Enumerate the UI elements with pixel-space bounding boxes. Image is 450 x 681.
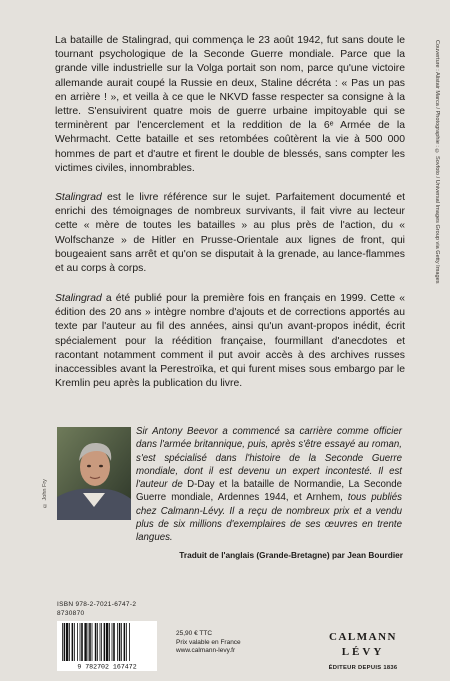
barcode-bars <box>62 623 130 661</box>
publisher-name-1: CALMANN <box>329 631 397 643</box>
paragraph-2-text: est le livre référence sur le sujet. Parfaitement documenté et enrichi des témoignages de nombreux survivants, il fait vivre au lecteur cette « mère de toutes les batailles » au plus près de l'action, du « Wolfschanze » de Hitler en Prusse-Orientale aux lignes de front, qui bougeaient sans arrêt et qu'on se disputait à la grenade, au lance-flammes et au corps à corps. <box>55 192 405 275</box>
ean-barcode <box>57 621 157 671</box>
paragraph-3-text: a été publié pour la première fois en français en 1999. Cette « édition des 20 ans » intègre nombre d'ajouts et de corrections apportés au texte par l'auteur au fil des années, ainsi qu'un avant-propos inédit, écrit spécialement pour la réédition française, fourmillant d'anecdotes et racontant notamment comment il put avoir accès à des archives russes inaccessibles avant la Perestroïka, et qui furent mises sous embargo par le Kremlin peu après la publication du livre. <box>55 293 405 390</box>
barcode-bar <box>74 623 75 661</box>
barcode-bar <box>100 623 101 661</box>
price-block <box>176 630 241 656</box>
bio-book-titles: D-Day et la bataille de Normandie, La Seconde Guerre mondiale, Ardennes 1944, et Arnhem, <box>136 479 402 504</box>
barcode-bar <box>113 623 115 661</box>
author-portrait-image <box>57 427 131 520</box>
barcode-bar <box>88 623 89 661</box>
publisher-name-2: LÉVY <box>341 646 385 658</box>
barcode-bar <box>104 623 106 661</box>
barcode-bar <box>101 623 102 661</box>
barcode-bar <box>72 623 74 661</box>
barcode-bar <box>81 623 83 661</box>
publisher-tagline: ÉDITEUR DEPUIS 1836 <box>328 665 398 671</box>
barcode-bar <box>129 623 130 661</box>
author-biography <box>136 425 402 545</box>
barcode-bar <box>126 623 127 661</box>
author-photo <box>57 427 131 520</box>
barcode-bar <box>109 623 110 661</box>
barcode-bar <box>64 623 66 661</box>
isbn-block <box>57 600 136 618</box>
barcode-bar <box>62 623 63 661</box>
bio-text-1: Sir Antony Beevor a commencé sa carrière comme officier dans l'armée britannique, puis, après s'être essayé au roman, s'est spécialisé dans l'histoire de la Seconde Guerre mondiale, dont il est devenu un expert incontesté. Il est l'auteur de <box>136 426 402 491</box>
book-title-italic: Stalingrad <box>55 293 102 304</box>
barcode-bar <box>69 623 70 661</box>
isbn-number: ISBN 978-2-7021-6747-2 <box>57 601 137 608</box>
price-validity: Prix valable en France <box>176 638 241 646</box>
barcode-bar <box>84 623 86 661</box>
bio-text-2: tous publiés chez Calmann-Lévy. Il a reçu de nombreux prix et a vendu plus de six millions d'exemplaires de ses œuvres en trente langues. <box>136 492 402 544</box>
barcode-bar <box>89 623 91 661</box>
book-title-italic: Stalingrad <box>55 192 102 203</box>
barcode-bar <box>80 623 81 661</box>
photo-credit: © John Fry <box>42 479 48 508</box>
translator-credit: Traduit de l'anglais (Grande-Bretagne) par Jean Bourdier <box>179 550 403 560</box>
barcode-bar <box>95 623 97 661</box>
synopsis-paragraph-1: La bataille de Stalingrad, qui commença le 23 août 1942, fut sans doute le tournant psychologique de la Seconde Guerre mondiale. Parce que la grande ville industrielle sur la Volga portait son nom, parce qu'une victoire allemande aurait coupé la Russie en deux, Staline décréta : « Pas un pas en arrière ! », et veilla à ce que le NKVD fasse respecter sa consigne à la lettre. S'ensuivirent quatre mois de guerre urbaine impitoyable qui se terminèrent par l'encerclement et la reddition de la 6ᵉ Armée de la Wehrmacht. Cette bataille et ses retombées coûtèrent la vie à 500 000 hommes de part et d'autre et firent le double de blessés, sans compter les victimes civiles, innombrables. <box>55 35 405 174</box>
barcode-bar <box>106 623 108 661</box>
cover-credit-vertical: Couverture : Alistair Marca / Photographie : © Sovfoto / Universal Images Group via Getty Images <box>434 40 440 284</box>
price: 25,90 € TTC <box>176 630 213 637</box>
barcode-bar <box>117 623 118 661</box>
barcode-bar <box>124 623 126 661</box>
publisher-logo <box>318 625 408 675</box>
barcode-bar <box>66 623 68 661</box>
barcode-bar <box>77 623 78 661</box>
product-code: 8730870 <box>57 610 85 617</box>
barcode-bar <box>97 623 98 661</box>
ean-digits: 9 782702 167472 <box>77 663 137 671</box>
barcode-bar <box>112 623 113 661</box>
barcode-bar <box>92 623 93 661</box>
synopsis-paragraph-2 <box>55 191 405 276</box>
barcode-bar <box>119 623 121 661</box>
synopsis-paragraph-3 <box>55 292 405 391</box>
publisher-website: www.calmann-levy.fr <box>176 647 236 655</box>
barcode-bar <box>121 623 122 661</box>
